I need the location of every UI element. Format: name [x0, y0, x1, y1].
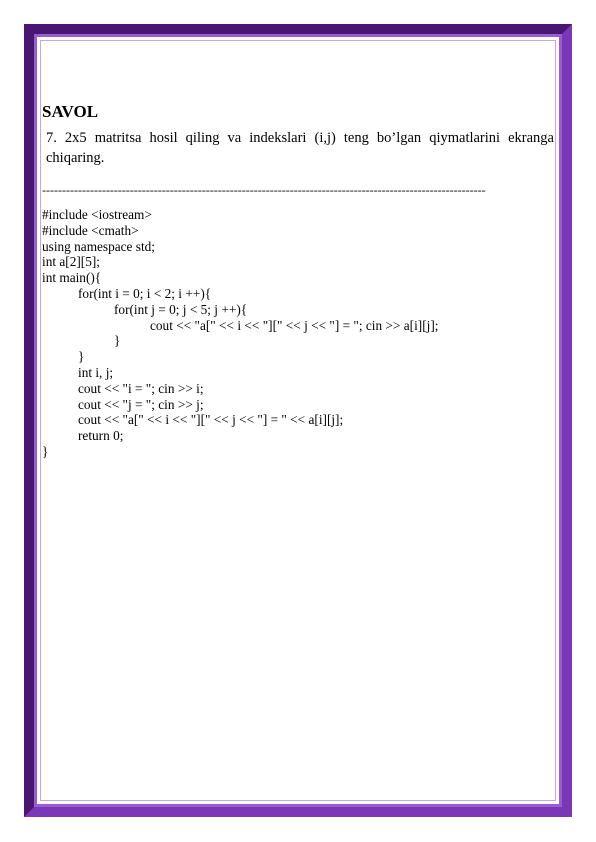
dashed-divider: ---------------------------------------------------------------------------------------------------------------	[42, 183, 486, 197]
question-text: 7. 2x5 matritsa hosil qiling va indekslari (i,j) teng bo’lgan qiymatlarini ekranga chiqaring.	[46, 130, 554, 166]
code-line: cout << "j = "; cin >> j;	[78, 396, 204, 412]
code-line: #include <iostream>	[42, 207, 152, 222]
code-line: using namespace std;	[42, 238, 155, 254]
code-line: }	[114, 333, 121, 349]
code-line: #include <cmath>	[42, 222, 139, 238]
code-line: return 0;	[78, 428, 124, 444]
code-line: cout << "i = "; cin >> i;	[78, 380, 204, 396]
code-block	[42, 207, 554, 460]
code-line: int i, j;	[78, 364, 114, 380]
code-line: }	[78, 349, 85, 365]
code-line: for(int j = 0; j < 5; j ++){	[114, 301, 248, 317]
document-content	[42, 102, 554, 460]
code-line: for(int i = 0; i < 2; i ++){	[78, 285, 212, 301]
code-line: cout << "a[" << i << "][" << j << "] = "; cin >> a[i][j];	[150, 317, 439, 333]
code-line: int a[2][5];	[42, 254, 100, 270]
code-line: int main(){	[42, 270, 102, 286]
section-heading: SAVOL	[42, 102, 99, 121]
code-line: }	[42, 443, 49, 459]
code-line: cout << "a[" << i << "][" << j << "] = " << a[i][j];	[78, 412, 344, 428]
